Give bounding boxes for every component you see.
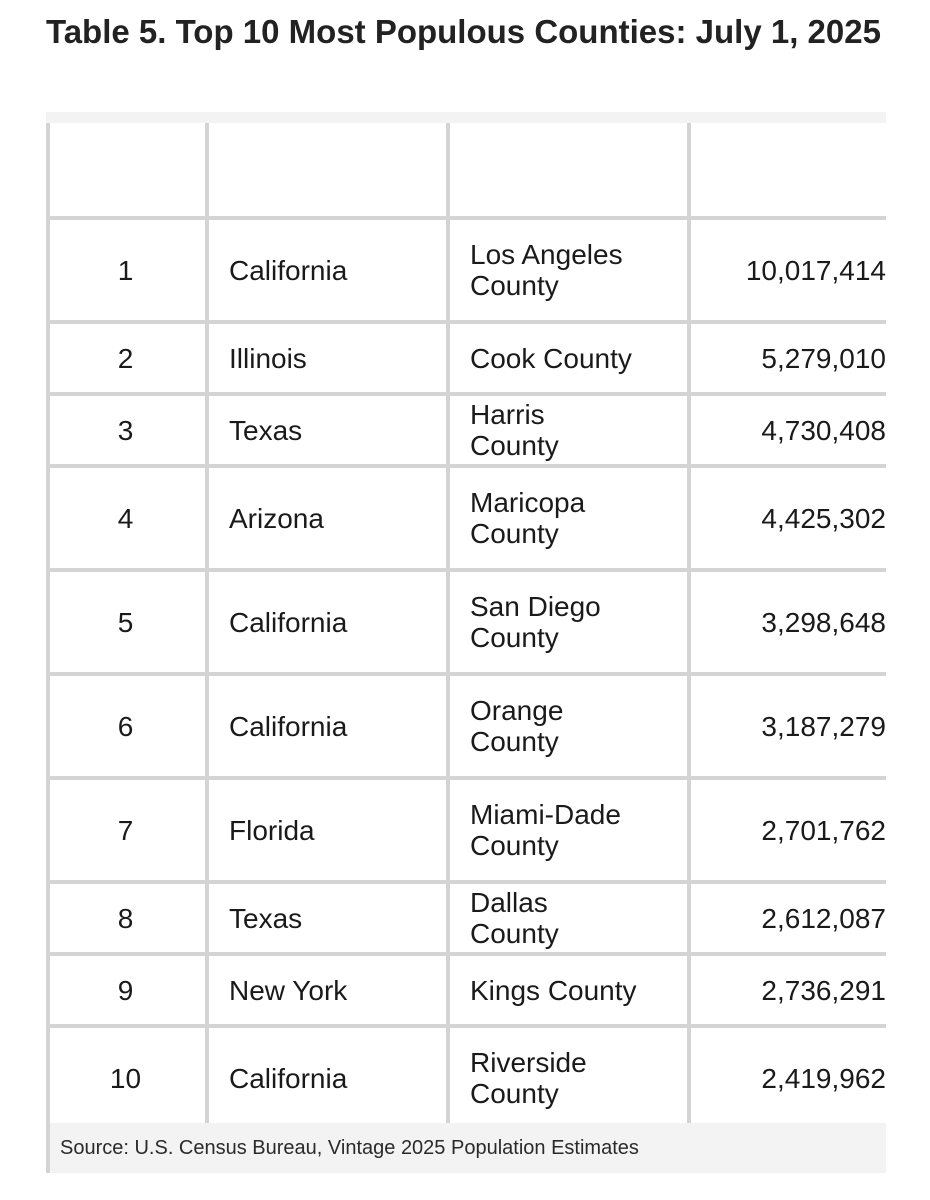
cell-rank [46,884,209,952]
cell-state-text: Texas [229,414,303,446]
cell-county [450,324,691,392]
header-cell-state [209,123,450,216]
cell-rank [46,324,209,392]
cell-rank-text: 1 [117,254,134,286]
cell-county [450,1028,691,1128]
cell-county [450,676,691,776]
cell-population-text: 5,279,010 [761,342,886,374]
population-table [46,123,886,1132]
cell-county-text: Orange County [470,695,564,757]
cell-county [450,884,691,952]
cell-rank-text: 7 [117,814,134,846]
table-title: Table 5. Top 10 Most Populous Counties: July 1, 2025 [46,13,881,50]
cell-county [450,572,691,672]
cell-population [691,220,886,320]
cell-state [209,396,450,464]
cell-state [209,220,450,320]
cell-state [209,676,450,776]
cell-county-text: Los Angeles County [470,239,623,301]
cell-county [450,956,691,1024]
cell-rank [46,396,209,464]
cell-population [691,956,886,1024]
source-note: Source: U.S. Census Bureau, Vintage 2025 Population Estimates [46,1123,886,1173]
table-row [46,780,886,884]
cell-rank [46,1028,209,1128]
cell-state-text: California [229,254,348,286]
header-cell-rank [46,123,209,216]
cell-rank [46,468,209,568]
table-row [46,324,886,396]
cell-state-text: Arizona [229,502,324,534]
header-cell-population [691,123,886,216]
cell-county-text: Riverside County [470,1047,587,1109]
cell-rank-text: 4 [117,502,134,534]
cell-county-text: San Diego County [470,591,601,653]
cell-rank-text: 9 [117,974,134,1006]
cell-state-text: Florida [229,814,315,846]
cell-rank-text: 6 [117,710,134,742]
cell-state-text: Texas [229,902,303,934]
cell-rank-text: 2 [117,342,134,374]
header-cell-county [450,123,691,216]
cell-state-text: California [229,710,348,742]
cell-rank [46,220,209,320]
cell-population-text: 4,730,408 [761,414,886,446]
cell-rank [46,676,209,776]
cell-population-text: 2,419,962 [761,1062,886,1094]
cell-population [691,324,886,392]
table-row [46,956,886,1028]
cell-county-text: Cook County [470,342,632,374]
cell-population [691,780,886,880]
cell-rank [46,956,209,1024]
cell-population-text: 4,425,302 [761,502,886,534]
table-header-row [46,123,886,220]
cell-population-text: 3,298,648 [761,606,886,638]
table-row [46,572,886,676]
cell-state-text: New York [229,974,348,1006]
cell-county-text: Maricopa County [470,487,586,549]
cell-population-text: 2,736,291 [761,974,886,1006]
cell-state-text: California [229,1062,348,1094]
cell-state-text: California [229,606,348,638]
table-row [46,220,886,324]
cell-state [209,468,450,568]
cell-state [209,884,450,952]
cell-state-text: Illinois [229,342,307,374]
cell-population-text: 2,701,762 [761,814,886,846]
cell-county [450,780,691,880]
cell-rank-text: 8 [117,902,134,934]
cell-population-text: 3,187,279 [761,710,886,742]
cell-rank [46,780,209,880]
table-row [46,396,886,468]
cell-state [209,956,450,1024]
table-row [46,468,886,572]
cell-state [209,780,450,880]
cell-population-text: 10,017,414 [745,254,886,286]
cell-county [450,220,691,320]
cell-population [691,468,886,568]
cell-population [691,676,886,776]
table-row [46,1028,886,1132]
table-row [46,884,886,956]
cell-rank-text: 10 [109,1062,142,1094]
cell-state [209,1028,450,1128]
cell-population [691,884,886,952]
cell-population-text: 2,612,087 [761,902,886,934]
cell-county [450,396,691,464]
cell-county-text: Harris County [470,399,559,461]
cell-population [691,396,886,464]
cell-rank-text: 3 [117,414,134,446]
cell-county-text: Dallas County [470,887,559,949]
cell-rank-text: 5 [117,606,134,638]
cell-state [209,324,450,392]
cell-population [691,1028,886,1128]
cell-population [691,572,886,672]
cell-county-text: Miami-Dade County [470,799,621,861]
cell-county [450,468,691,568]
cell-county-text: Kings County [470,974,637,1006]
table-container[interactable] [46,112,886,1173]
cell-rank [46,572,209,672]
table-row [46,676,886,780]
table-top-strip [46,112,886,123]
cell-state [209,572,450,672]
